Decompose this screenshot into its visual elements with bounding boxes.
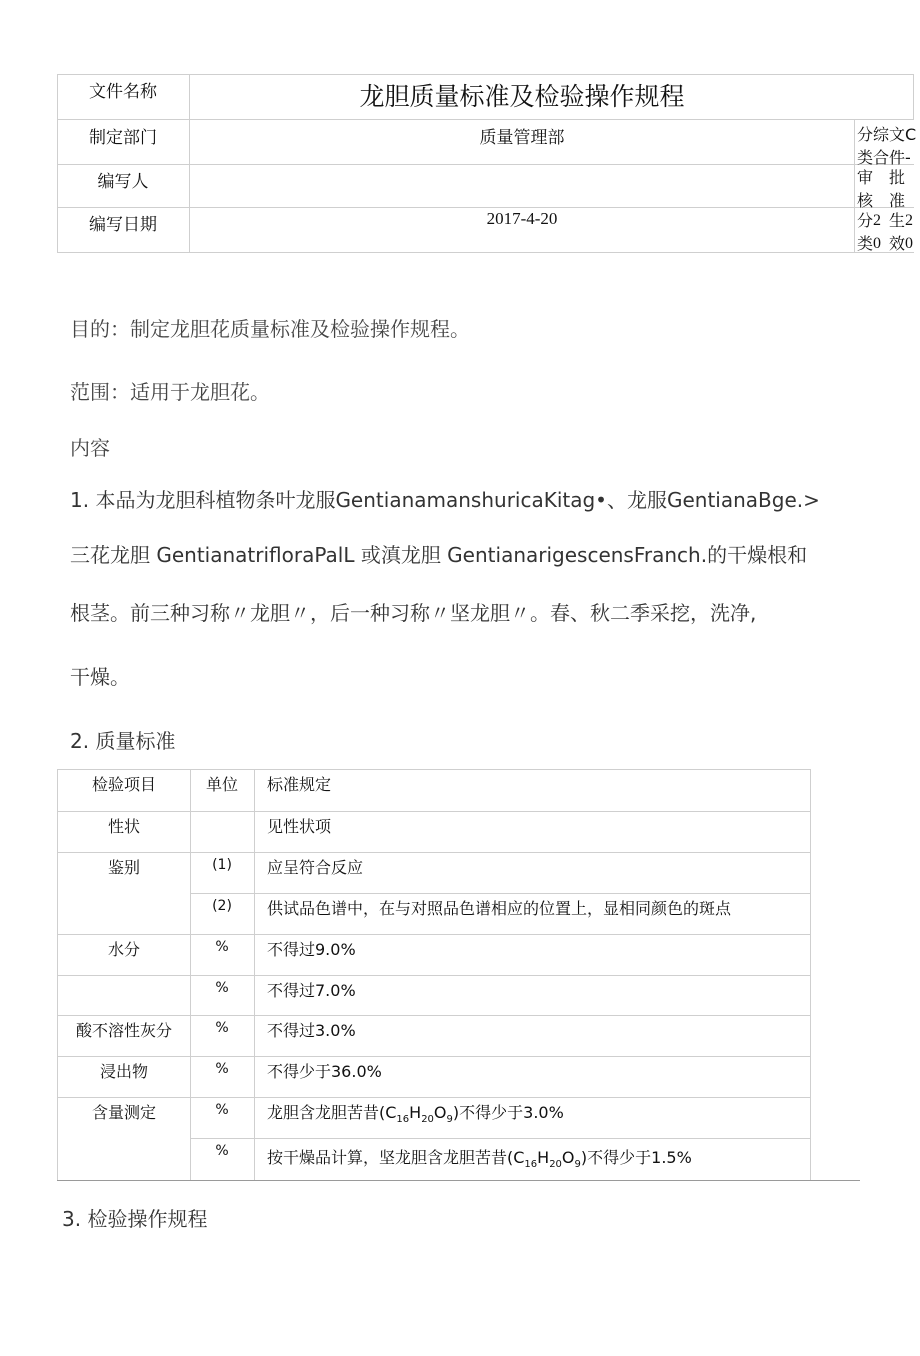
- composite-fragment: 综 合: [873, 125, 890, 167]
- table-row-unit: %: [215, 980, 229, 996]
- table-row-standard: 不得过3.0%: [267, 1021, 356, 1040]
- column-header-item: 检验项目: [91, 775, 156, 794]
- column-header-standard: 标准规定: [267, 775, 332, 794]
- table-row-standard: 不得过9.0%: [267, 940, 356, 959]
- table-row-unit: %: [215, 1061, 229, 1077]
- table-row-standard: 应呈符合反应: [267, 858, 364, 877]
- table-row-item: 水分: [107, 940, 140, 959]
- department-value: 质量管理部: [479, 128, 565, 148]
- table-row-item: 浸出物: [99, 1062, 148, 1081]
- code-fragment: C: [905, 125, 917, 144]
- table-row-item: 鉴别: [107, 858, 140, 877]
- table-row-item: 性状: [107, 817, 140, 836]
- scope-text: 范围：适用于龙胆花。: [70, 380, 270, 404]
- table-row-standard: 不得少于36.0%: [267, 1062, 382, 1081]
- item1-line4: 干燥。: [70, 665, 130, 689]
- purpose-text: 目的：制定龙胆花质量标准及检验操作规程。: [70, 317, 470, 341]
- table-row-standard: 龙胆含龙胆苦昔$(C_{16}H_{20}O_9)$不得少于3.0%: [267, 1103, 564, 1126]
- date-value: 2017-4-20: [486, 209, 558, 228]
- table-row-unit: %: [215, 1143, 229, 1159]
- category-label-fragment: 分 类: [857, 125, 874, 167]
- review-label-fragment: 审 核: [857, 168, 874, 210]
- table-row-unit: (1): [212, 857, 232, 873]
- table-row-item: 酸不溶性灰分: [75, 1021, 172, 1040]
- file-fragment: 文 件: [889, 125, 906, 167]
- table-row-standard: 见性状项: [267, 817, 332, 836]
- file-name-label: 文件名称: [89, 82, 157, 102]
- table-row-standard: 供试品色谱中，在与对照品色谱相应的位置上，显相同颜色的斑点: [267, 899, 732, 918]
- table-row-unit: %: [215, 1102, 229, 1118]
- code-dash-fragment: -: [905, 148, 911, 167]
- column-header-unit: 单位: [205, 775, 238, 794]
- table-row-unit: (2): [212, 898, 232, 914]
- table-row-unit: %: [215, 939, 229, 955]
- table-row-standard: 不得过7.0%: [267, 981, 356, 1000]
- table-row-unit: %: [215, 1020, 229, 1036]
- approve-label-fragment: 批 准: [889, 168, 906, 210]
- section-2-heading: 2. 质量标准: [70, 729, 176, 753]
- table-row-standard: 按干燥品计算，坚龙胆含龙胆苦昔$(C_{16}H_{20}O_9)$不得少于1.5%: [267, 1148, 692, 1171]
- item1-line3: 根茎。前三种习称〃龙胆〃，后一种习称〃坚龙胆〃。春、秋二季采挖，洗净,: [70, 601, 757, 625]
- effective-fragment: 生 效: [889, 211, 906, 253]
- item1-line1: 1. 本品为龙胆科植物条叶龙服GentianamanshuricaKitag•、龙服GentianaBge.>: [70, 488, 820, 512]
- section-3-heading: 3. 检验操作规程: [62, 1207, 208, 1231]
- author-label: 编写人: [97, 172, 149, 192]
- date-label: 编写日期: [89, 215, 157, 235]
- table-row-item: 含量测定: [91, 1103, 156, 1122]
- item1-line2: 三花龙胆 GentianatrifloraPalL 或滇龙胆 GentianarigescensFranch.的干燥根和: [70, 543, 808, 567]
- date-fragment-2: 2 0: [905, 212, 913, 252]
- category-fragment-2: 分 类: [857, 211, 874, 253]
- document-title: 龙胆质量标准及检验操作规程: [359, 82, 685, 111]
- date-fragment-1: 2 0: [873, 212, 881, 252]
- department-label: 制定部门: [89, 128, 157, 148]
- content-heading: 内容: [70, 436, 110, 460]
